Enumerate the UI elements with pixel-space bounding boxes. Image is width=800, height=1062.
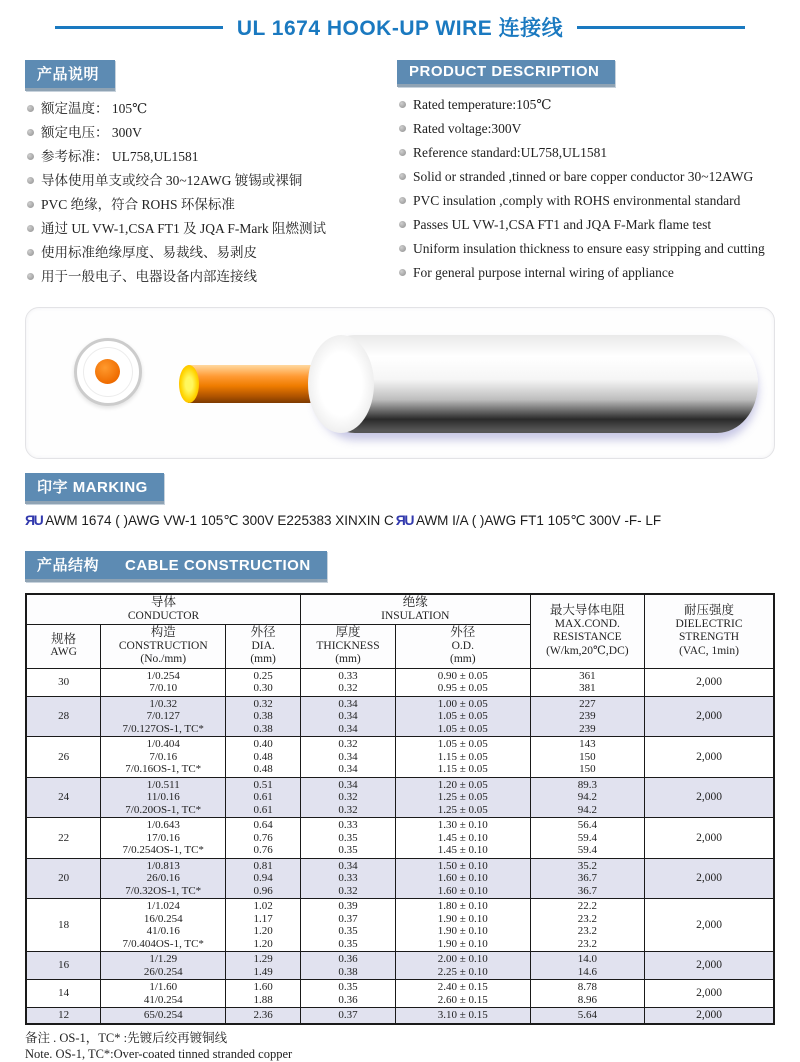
bullet-text: 使用标准绝缘厚度、易裁线、易剥皮 xyxy=(41,245,257,260)
cell-thickness: 0.34 0.34 0.34 xyxy=(301,696,396,737)
construction-table xyxy=(25,593,775,1025)
cell-construction: 1/1.024 16/0.254 41/0.16 7/0.404OS-1, TC* xyxy=(101,899,226,952)
col-group-insulation xyxy=(301,594,531,625)
page-title: UL 1674 HOOK-UP WIRE 连接线 xyxy=(236,17,564,40)
cell-dielectric: 2,000 xyxy=(645,858,774,899)
cell-resistance: 56.4 59.4 59.4 xyxy=(530,818,644,859)
cell-dielectric: 2,000 xyxy=(645,696,774,737)
cell-thickness: 0.33 0.35 0.35 xyxy=(301,818,396,859)
bullet-item xyxy=(397,169,775,184)
bullet-text: 通过 UL VW-1,CSA FT1 及 JQA F-Mark 阻燃测试 xyxy=(41,221,327,236)
cell-dielectric: 2,000 xyxy=(645,952,774,980)
bullet-text: 用于一般电子、电器设备内部连接线 xyxy=(41,269,257,284)
bullet-text: 参考标准： UL758,UL1581 xyxy=(41,149,199,164)
product-description-cn-section xyxy=(25,60,397,293)
cell-resistance: 35.2 36.7 36.7 xyxy=(530,858,644,899)
marking-text-1: AWM 1674 ( )AWG VW-1 105℃ 300V E225383 XINXIN C xyxy=(45,513,394,528)
marking-text-2: AWM I/A ( )AWG FT1 105℃ 300V -F- LF xyxy=(415,513,662,528)
bullet-text: Rated temperature:105℃ xyxy=(413,97,552,112)
product-description-en-section xyxy=(397,60,775,293)
title-row xyxy=(0,0,800,42)
cable-construction-section xyxy=(25,551,775,1025)
bullet-icon xyxy=(27,249,34,256)
bullet-icon xyxy=(399,221,406,228)
bullet-item xyxy=(397,241,775,256)
bullet-icon xyxy=(399,245,406,252)
cell-dia: 0.64 0.76 0.76 xyxy=(226,818,301,859)
cell-dielectric: 2,000 xyxy=(645,818,774,859)
cell-dia: 0.32 0.38 0.38 xyxy=(226,696,301,737)
section-header-product-en: PRODUCT DESCRIPTION xyxy=(397,60,615,87)
bullet-item xyxy=(397,193,775,208)
bullet-icon xyxy=(399,269,406,276)
cell-resistance: 361 381 xyxy=(530,668,644,696)
col-header-construction: 构造 CONSTRUCTION (No./mm) xyxy=(101,625,226,669)
cell-resistance: 227 239 239 xyxy=(530,696,644,737)
marking-section xyxy=(25,473,800,529)
bullet-text: 额定温度： 105℃ xyxy=(41,101,148,116)
bullet-item xyxy=(25,125,397,140)
cell-awg: 18 xyxy=(26,899,101,952)
bullet-item xyxy=(397,145,775,160)
bullet-item xyxy=(25,245,397,260)
cell-construction: 1/1.29 26/0.254 xyxy=(101,952,226,980)
bullet-text: Uniform insulation thickness to ensure easy stripping and cutting xyxy=(413,241,765,256)
cell-dielectric: 2,000 xyxy=(645,899,774,952)
bullet-text: Passes UL VW-1,CSA FT1 and JQA F-Mark flame test xyxy=(413,217,712,232)
bullet-text: 导体使用单支或绞合 30~12AWG 镀锡或裸铜 xyxy=(41,173,303,188)
cell-resistance: 5.64 xyxy=(530,1008,644,1024)
bullet-icon xyxy=(399,125,406,132)
cell-dielectric: 2,000 xyxy=(645,777,774,818)
bullet-text: PVC insulation ,comply with ROHS environmental standard xyxy=(413,193,741,208)
bullet-item xyxy=(397,217,775,232)
wire-cross-section-core xyxy=(95,359,120,384)
cell-dia: 1.02 1.17 1.20 1.20 xyxy=(226,899,301,952)
ul-recognized-icon: ЯU xyxy=(395,512,413,528)
construction-header-en: CABLE CONSTRUCTION xyxy=(125,557,311,574)
bullet-icon xyxy=(27,105,34,112)
table-row xyxy=(26,737,774,778)
cell-od: 3.10 ± 0.15 xyxy=(395,1008,530,1024)
table-row xyxy=(26,899,774,952)
bullet-item xyxy=(25,101,397,116)
group-insulation-cn: 绝缘 xyxy=(402,595,428,609)
bullet-item xyxy=(25,173,397,188)
cell-od: 1.00 ± 0.05 1.05 ± 0.05 1.05 ± 0.05 xyxy=(395,696,530,737)
bullet-icon xyxy=(399,197,406,204)
note-en: Note. OS-1, TC*:Over-coated tinned stranded copper xyxy=(25,1046,293,1061)
cell-construction: 1/0.511 11/0.16 7/0.20OS-1, TC* xyxy=(101,777,226,818)
table-notes xyxy=(25,1030,800,1062)
ul-recognized-icon: ЯU xyxy=(25,512,43,528)
bullet-icon xyxy=(27,273,34,280)
table-row xyxy=(26,858,774,899)
wire-conductor-tip xyxy=(179,365,199,403)
marking-header-en: MARKING xyxy=(72,479,148,496)
bullet-text: PVC 绝缘，符合 ROHS 环保标准 xyxy=(41,197,235,212)
cell-thickness: 0.33 0.32 xyxy=(301,668,396,696)
col-header-od: 外径 O.D. (mm) xyxy=(395,625,530,669)
cell-resistance: 14.0 14.6 xyxy=(530,952,644,980)
cell-dia: 2.36 xyxy=(226,1008,301,1024)
cell-dia: 0.51 0.61 0.61 xyxy=(226,777,301,818)
cell-od: 1.80 ± 0.10 1.90 ± 0.10 1.90 ± 0.10 1.90 ± 0.10 xyxy=(395,899,530,952)
cell-dielectric: 2,000 xyxy=(645,1008,774,1024)
col-header-dia: 外径 DIA. (mm) xyxy=(226,625,301,669)
cell-resistance: 89.3 94.2 94.2 xyxy=(530,777,644,818)
construction-header-cn: 产品结构 xyxy=(37,557,100,574)
group-insulation-en: INSULATION xyxy=(381,609,450,622)
section-header-construction xyxy=(25,551,327,582)
section-header-product-cn: 产品说明 xyxy=(25,60,115,91)
marking-header-cn: 印字 xyxy=(37,479,69,496)
bullet-text: Reference standard:UL758,UL1581 xyxy=(413,145,608,160)
description-columns xyxy=(0,42,800,293)
cell-dia: 0.25 0.30 xyxy=(226,668,301,696)
cell-dielectric: 2,000 xyxy=(645,668,774,696)
cell-construction: 1/1.60 41/0.254 xyxy=(101,980,226,1008)
bullet-list-cn xyxy=(25,101,397,284)
title-rule-right xyxy=(577,26,745,29)
bullet-item xyxy=(397,265,775,280)
bullet-icon xyxy=(399,149,406,156)
table-row xyxy=(26,952,774,980)
cell-awg: 26 xyxy=(26,737,101,778)
section-header-marking xyxy=(25,473,164,504)
cell-od: 1.50 ± 0.10 1.60 ± 0.10 1.60 ± 0.10 xyxy=(395,858,530,899)
wire-cross-section-icon xyxy=(74,338,142,406)
cell-construction: 1/0.32 7/0.127 7/0.127OS-1, TC* xyxy=(101,696,226,737)
table-row xyxy=(26,980,774,1008)
cell-od: 2.00 ± 0.10 2.25 ± 0.10 xyxy=(395,952,530,980)
bullet-icon xyxy=(27,129,34,136)
cell-thickness: 0.36 0.38 xyxy=(301,952,396,980)
construction-table-head xyxy=(26,594,774,668)
cell-awg: 14 xyxy=(26,980,101,1008)
cell-od: 1.30 ± 0.10 1.45 ± 0.10 1.45 ± 0.10 xyxy=(395,818,530,859)
cell-awg: 30 xyxy=(26,668,101,696)
cell-awg: 20 xyxy=(26,858,101,899)
table-row xyxy=(26,818,774,859)
bullet-text: For general purpose internal wiring of appliance xyxy=(413,265,674,280)
cell-dia: 0.40 0.48 0.48 xyxy=(226,737,301,778)
bullet-icon xyxy=(27,153,34,160)
bullet-item xyxy=(25,149,397,164)
bullet-item xyxy=(25,197,397,212)
cell-thickness: 0.39 0.37 0.35 0.35 xyxy=(301,899,396,952)
title-rule-left xyxy=(55,26,223,29)
cell-dielectric: 2,000 xyxy=(645,980,774,1008)
table-row xyxy=(26,668,774,696)
group-conductor-cn: 导体 xyxy=(150,595,176,609)
cell-construction: 1/0.643 17/0.16 7/0.254OS-1, TC* xyxy=(101,818,226,859)
bullet-icon xyxy=(27,177,34,184)
cell-construction: 1/0.813 26/0.16 7/0.32OS-1, TC* xyxy=(101,858,226,899)
construction-table-body xyxy=(26,668,774,1024)
col-group-conductor xyxy=(26,594,301,625)
wire-illustration xyxy=(25,307,775,459)
cell-construction: 1/0.254 7/0.10 xyxy=(101,668,226,696)
cell-awg: 28 xyxy=(26,696,101,737)
cell-od: 1.05 ± 0.05 1.15 ± 0.05 1.15 ± 0.05 xyxy=(395,737,530,778)
table-row xyxy=(26,777,774,818)
bullet-text: 额定电压： 300V xyxy=(41,125,142,140)
bullet-item xyxy=(25,269,397,284)
cell-thickness: 0.35 0.36 xyxy=(301,980,396,1008)
bullet-item xyxy=(397,121,775,136)
col-header-awg: 规格 AWG xyxy=(26,625,101,669)
cell-dia: 1.29 1.49 xyxy=(226,952,301,980)
table-row xyxy=(26,696,774,737)
group-conductor-en: CONDUCTOR xyxy=(127,609,200,622)
cell-dielectric: 2,000 xyxy=(645,737,774,778)
marking-line xyxy=(25,512,800,529)
cell-awg: 22 xyxy=(26,818,101,859)
cell-construction: 65/0.254 xyxy=(101,1008,226,1024)
cell-thickness: 0.32 0.34 0.34 xyxy=(301,737,396,778)
bullet-item xyxy=(25,221,397,236)
cell-dia: 1.60 1.88 xyxy=(226,980,301,1008)
bullet-list-en xyxy=(397,97,775,280)
cell-od: 0.90 ± 0.05 0.95 ± 0.05 xyxy=(395,668,530,696)
col-header-thickness: 厚度 THICKNESS (mm) xyxy=(301,625,396,669)
cell-thickness: 0.34 0.32 0.32 xyxy=(301,777,396,818)
col-header-dielectric: 耐压强度 DIELECTRIC STRENGTH (VAC, 1min) xyxy=(645,594,774,668)
cell-dia: 0.81 0.94 0.96 xyxy=(226,858,301,899)
cell-awg: 12 xyxy=(26,1008,101,1024)
bullet-icon xyxy=(27,201,34,208)
bullet-icon xyxy=(399,101,406,108)
note-cn: 备注 . OS-1，TC* :先镀后绞再镀铜线 xyxy=(25,1030,228,1045)
cell-resistance: 22.2 23.2 23.2 23.2 xyxy=(530,899,644,952)
cell-resistance: 8.78 8.96 xyxy=(530,980,644,1008)
wire-insulation-cut-face xyxy=(308,335,374,433)
table-row xyxy=(26,1008,774,1024)
cell-thickness: 0.34 0.33 0.32 xyxy=(301,858,396,899)
wire-insulation xyxy=(314,335,758,433)
cell-od: 1.20 ± 0.05 1.25 ± 0.05 1.25 ± 0.05 xyxy=(395,777,530,818)
bullet-text: Rated voltage:300V xyxy=(413,121,522,136)
cell-construction: 1/0.404 7/0.16 7/0.16OS-1, TC* xyxy=(101,737,226,778)
col-header-resistance: 最大导体电阻 MAX.COND. RESISTANCE (W/km,20℃,DC) xyxy=(530,594,644,668)
cell-awg: 16 xyxy=(26,952,101,980)
bullet-item xyxy=(397,97,775,112)
cell-resistance: 143 150 150 xyxy=(530,737,644,778)
bullet-icon xyxy=(399,173,406,180)
cell-awg: 24 xyxy=(26,777,101,818)
cell-thickness: 0.37 xyxy=(301,1008,396,1024)
cell-od: 2.40 ± 0.15 2.60 ± 0.15 xyxy=(395,980,530,1008)
bullet-text: Solid or stranded ,tinned or bare copper conductor 30~12AWG xyxy=(413,169,754,184)
bullet-icon xyxy=(27,225,34,232)
